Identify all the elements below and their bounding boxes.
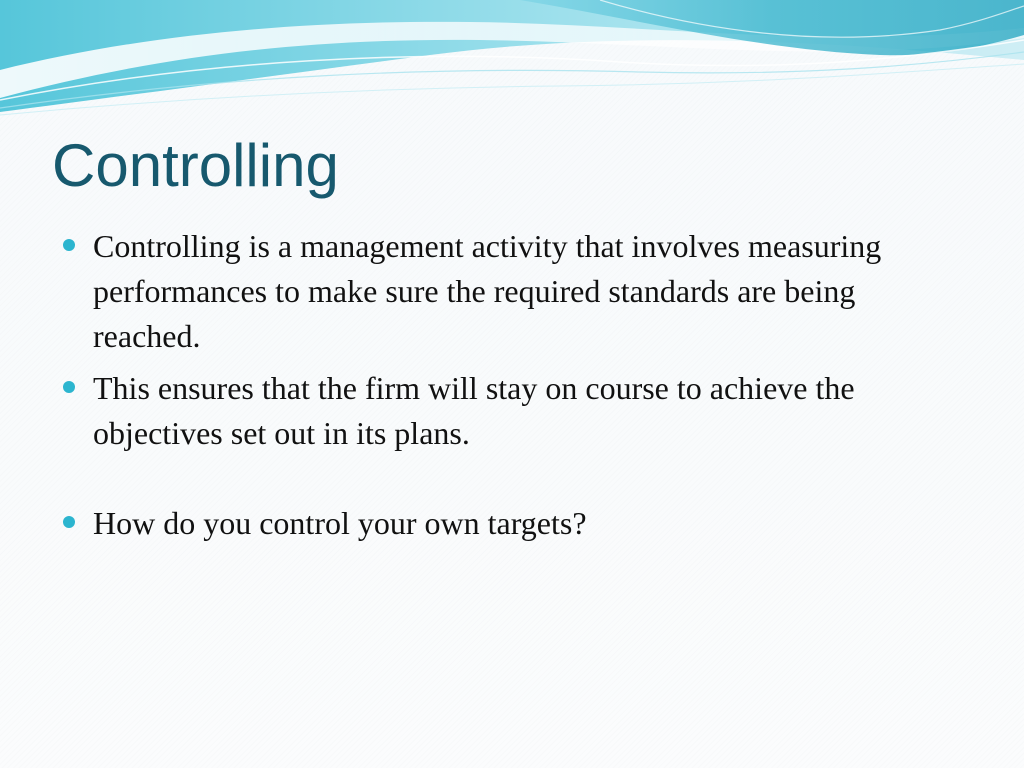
bullet-item	[60, 501, 940, 546]
bullet-item	[60, 366, 940, 456]
slide-title: Controlling	[52, 132, 339, 199]
filled-circle-bullet-icon	[63, 239, 75, 251]
header-wave-decoration	[0, 0, 1024, 130]
bullet-text: How do you control your own targets?	[93, 505, 587, 541]
filled-circle-bullet-icon	[63, 381, 75, 393]
filled-circle-bullet-icon	[63, 516, 75, 528]
bullet-item	[60, 224, 940, 359]
bullet-text: Controlling is a management activity that involves measuring performances to make sure the required standards are being reached.	[93, 228, 882, 354]
bullet-list	[60, 224, 940, 546]
bullet-text: This ensures that the firm will stay on course to achieve the objectives set out in its plans.	[93, 370, 855, 451]
